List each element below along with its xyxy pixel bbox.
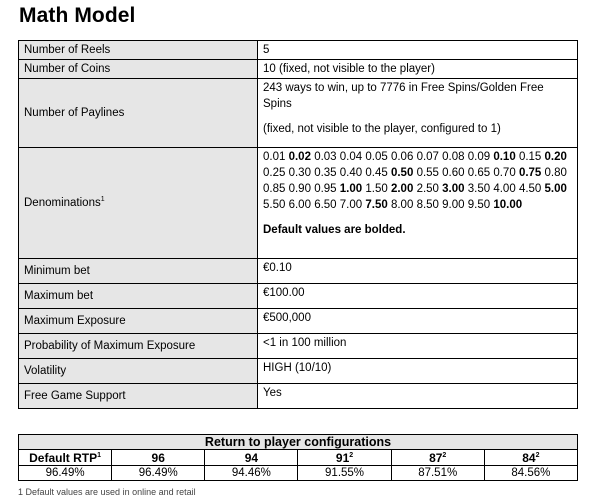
denominations-note: Default values are bolded. (263, 224, 406, 236)
rtp-title: Return to player configurations (19, 435, 578, 450)
denomination-value: 7.00 (339, 199, 363, 211)
denomination-value: 2.00 (390, 183, 414, 195)
min-bet-label: Minimum bet (19, 259, 258, 284)
rtp-column-footnote-marker: 2 (535, 451, 540, 459)
row-reels (19, 41, 578, 60)
prob-exposure-label: Probability of Maximum Exposure (19, 334, 258, 359)
denomination-value: 0.75 (518, 167, 542, 179)
rtp-column-header (112, 450, 205, 466)
footnote-text: 1 Default values are used in online and retail (18, 487, 196, 497)
rtp-column-label: 91 (335, 450, 350, 465)
denomination-value: 0.08 (442, 151, 465, 163)
denomination-value: 0.45 (365, 167, 388, 179)
denomination-value: 3.50 (467, 183, 491, 195)
denomination-value: 6.50 (314, 199, 337, 211)
denominations-label-text: Denominations (24, 197, 101, 209)
denomination-value: 0.60 (442, 167, 465, 179)
denomination-value: 0.35 (314, 167, 337, 179)
free-game-label: Free Game Support (19, 384, 258, 409)
denomination-value: 0.04 (339, 151, 363, 163)
rtp-values-row (19, 466, 578, 481)
rtp-column-header (19, 450, 112, 466)
denomination-value: 0.02 (288, 151, 311, 163)
min-bet-value: €0.10 (258, 259, 578, 284)
denomination-value: 5.00 (544, 183, 567, 195)
max-exposure-label: Maximum Exposure (19, 309, 258, 334)
denomination-value: 5.50 (263, 199, 286, 211)
paylines-label: Number of Paylines (19, 79, 258, 148)
row-denominations (19, 148, 578, 259)
denomination-value: 0.30 (288, 167, 311, 179)
denomination-value: 8.50 (416, 199, 439, 211)
rtp-table (18, 434, 578, 481)
denominations-list (263, 149, 572, 213)
rtp-column-footnote-marker: 2 (442, 451, 447, 459)
reels-value: 5 (258, 41, 578, 60)
denomination-value: 4.50 (518, 183, 542, 195)
rtp-columns-row (19, 450, 578, 466)
denominations-value (258, 148, 578, 259)
rtp-value: 84.56% (484, 466, 577, 481)
denomination-value: 0.15 (518, 151, 542, 163)
row-max-bet (19, 284, 578, 309)
volatility-label: Volatility (19, 359, 258, 384)
denomination-value: 1.00 (339, 183, 363, 195)
denomination-value: 0.06 (390, 151, 414, 163)
max-bet-label: Maximum bet (19, 284, 258, 309)
denominations-label (19, 148, 258, 259)
max-bet-value: €100.00 (258, 284, 578, 309)
rtp-column-label: 94 (244, 450, 259, 465)
reels-label: Number of Reels (19, 41, 258, 60)
denomination-value: 0.80 (544, 167, 567, 179)
row-free-game (19, 384, 578, 409)
denomination-value: 0.70 (493, 167, 516, 179)
denomination-value: 0.25 (263, 167, 286, 179)
coins-value: 10 (fixed, not visible to the player) (258, 60, 578, 79)
denomination-value: 1.50 (365, 183, 388, 195)
math-model-table (18, 40, 578, 409)
rtp-column-header (205, 450, 298, 466)
denomination-value: 0.05 (365, 151, 388, 163)
denomination-value: 0.55 (416, 167, 439, 179)
denomination-value: 4.00 (493, 183, 516, 195)
denomination-value: 0.01 (263, 151, 286, 163)
denomination-value: 9.00 (442, 199, 465, 211)
rtp-value: 94.46% (205, 466, 298, 481)
denomination-value: 0.20 (544, 151, 567, 163)
rtp-column-footnote-marker: 1 (97, 451, 102, 459)
footnote (18, 487, 196, 497)
rtp-value: 91.55% (298, 466, 391, 481)
denomination-value: 0.50 (390, 167, 414, 179)
denomination-value: 6.00 (288, 199, 311, 211)
denominations-footnote-marker: 1 (100, 196, 105, 204)
denomination-value: 0.85 (263, 183, 286, 195)
rtp-column-header (298, 450, 391, 466)
denomination-value: 0.07 (416, 151, 439, 163)
rtp-column-header (484, 450, 577, 466)
denomination-value: 2.50 (416, 183, 439, 195)
denomination-value: 0.10 (493, 151, 516, 163)
rtp-value: 96.49% (19, 466, 112, 481)
denomination-value: 0.95 (314, 183, 337, 195)
page-title: Math Model (19, 4, 136, 27)
row-max-exposure (19, 309, 578, 334)
free-game-value: Yes (258, 384, 578, 409)
rtp-column-footnote-marker: 2 (349, 451, 354, 459)
rtp-value: 96.49% (112, 466, 205, 481)
denomination-value: 9.50 (467, 199, 491, 211)
row-min-bet (19, 259, 578, 284)
row-coins (19, 60, 578, 79)
rtp-value: 87.51% (391, 466, 484, 481)
denomination-value: 3.00 (442, 183, 465, 195)
volatility-value: HIGH (10/10) (258, 359, 578, 384)
rtp-column-label: Default RTP (29, 450, 98, 465)
row-volatility (19, 359, 578, 384)
coins-label: Number of Coins (19, 60, 258, 79)
prob-exposure-value: <1 in 100 million (258, 334, 578, 359)
denomination-value: 0.90 (288, 183, 311, 195)
denomination-value: 0.40 (339, 167, 363, 179)
rtp-column-header (391, 450, 484, 466)
row-paylines (19, 79, 578, 148)
denomination-value: 8.00 (390, 199, 414, 211)
row-prob-exposure (19, 334, 578, 359)
paylines-value (258, 79, 578, 148)
paylines-value-line2: (fixed, not visible to the player, configured to 1) (263, 123, 501, 135)
denomination-value: 0.09 (467, 151, 491, 163)
rtp-column-label: 87 (429, 450, 443, 465)
rtp-header-row (19, 435, 578, 450)
denomination-value: 0.03 (314, 151, 337, 163)
denomination-value: 10.00 (493, 199, 523, 211)
max-exposure-value: €500,000 (258, 309, 578, 334)
denomination-value: 0.65 (467, 167, 491, 179)
denomination-value: 7.50 (365, 199, 388, 211)
rtp-column-label: 96 (151, 450, 165, 465)
rtp-column-label: 84 (522, 450, 536, 465)
paylines-value-line1: 243 ways to win, up to 7776 in Free Spins/Golden Free Spins (263, 82, 544, 110)
